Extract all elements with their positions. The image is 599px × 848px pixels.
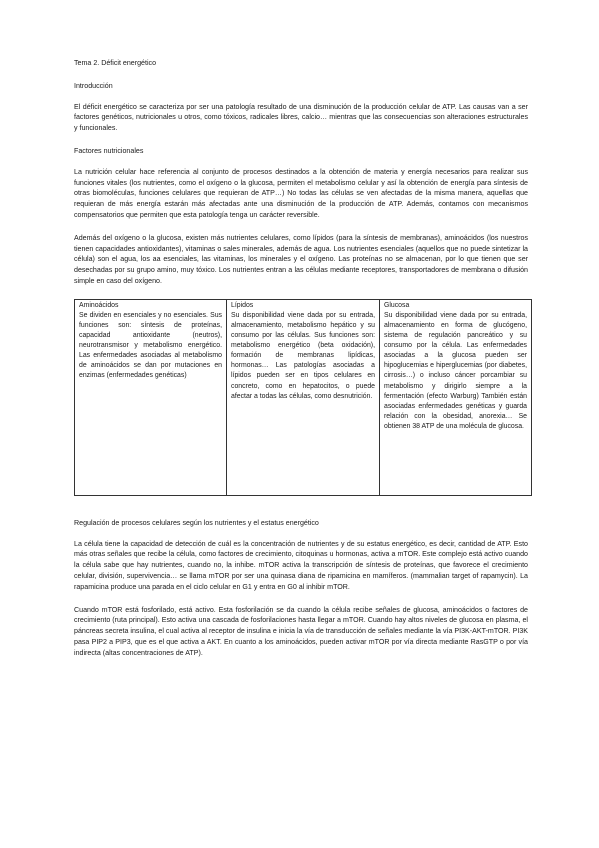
section-heading-factores: Factores nutricionales bbox=[74, 146, 144, 155]
cell-title: Glucosa bbox=[384, 301, 410, 309]
document-title: Tema 2. Déficit energético bbox=[74, 59, 157, 67]
document-page bbox=[74, 58, 528, 671]
section-heading-regulacion: Regulación de procesos celulares según los nutrientes y el estatus energético bbox=[74, 518, 319, 527]
cell-text: Su disponibilidad viene dada por su entrada, almacenamiento en forma de glucógeno, sistema de regulación pancreático y su consumo por la célula. Las enfermedades asociadas a la glucosa pueden ser hipoglucemias e hiperglucemias (por diabetes, cirrosis…) o incluso cáncer porcambiar su metabolismo y dirigirlo siempre a la fermentación (efecto Warburg) También están asociadas enfermedades genéticas y guarda relación con la obesidad, anorexia… Se obtienen 38 ATP de una molécula de glucosa. bbox=[384, 311, 527, 430]
regulation-paragraph-2: Cuando mTOR está fosforilado, está activo. Esta fosforilación se da cuando la célula recibe señales de glucosa, aminoácidos o factores de crecimiento (ruta principal). Esto activa una cascada de fosforilaciones hasta llegar a mTOR. Cuando hay altos niveles de glucosa en plasma, el páncreas secreta insulina, el cual activa al receptor de insulina e inicia la vía de transducción de señales mediante la vía PI3K-AKT-mTOR. PI3K pasa PIP2 a PIP3, que es el que activa a AKT. En cuanto a los aminoácidos, pueden activar mTOR por vía directa mediante RasGTP o por vía indirecta (altas concentraciones de ATP). bbox=[74, 605, 528, 657]
cell-title: Aminoácidos bbox=[79, 301, 119, 309]
cell-text: Su disponibilidad viene dada por su entrada, almacenamiento, metabolismo hepático y su consumo por las células. Sus funciones son: metabolismo energético (beta oxidación), formación de membranas lipídicas, hormonas… Las patologías asociadas a lípidos pueden ser en tipos celulares en concreto, como en hepatocitos, o puede afectar a todas las células, como desnutrición. bbox=[231, 311, 375, 400]
factors-paragraph-2: Además del oxígeno o la glucosa, existen más nutrientes celulares, como lípidos (para la síntesis de membranas), aminoácidos (los nuestros tienen capacidades antioxidantes), vitaminas o sales minerales, además de agua. Los nutrientes esenciales (aquellos que no puede sintetizar la célula) son el agua, los aa esenciales, las vitaminas, los minerales y el oxígeno. Las proteínas no se almacenan, por lo que tienen que ser desechadas por su grupo amino, muy tóxico. Los nutrientes entran a las células mediante receptores, transportadores de membrana o difusión simple en caso del oxígeno. bbox=[74, 233, 528, 285]
table-row bbox=[75, 299, 532, 495]
regulation-paragraph-1: La célula tiene la capacidad de detección de cuál es la concentración de nutrientes y de su estatus energético, es decir, cantidad de ATP. Esto más otras señales que recibe la célula, como factores de crecimiento, citoquinas u hormonas, activa a mTOR. Este complejo está activo cuando la célula sabe que hay nutrientes, cuando no, la inhibe. mTOR activa la transcripción de síntesis de proteínas, que favorece el crecimiento celular, división, supervivencia… se llama mTOR por ser una quinasa diana de ripamicina en mamíferos. (mammalian target of rapamycin). La rapamicina produce una parada en el ciclo celular en G1 y entra en G0 al inhibir mTOR. bbox=[74, 539, 528, 591]
table-cell-glucosa bbox=[380, 299, 532, 495]
nutrients-table bbox=[74, 299, 532, 496]
section-heading-introduccion: Introducción bbox=[74, 81, 113, 90]
cell-text: Se dividen en esenciales y no esenciales. Sus funciones son: síntesis de proteínas, capacidad antioxidante (neutros), neurotransmisor y metabolismo energético. Las enfermedades asociadas al metabolismo de aminoácidos se dan por mutaciones en enzimas (enfermedades genéticas) bbox=[79, 311, 222, 380]
intro-paragraph: El déficit energético se caracteriza por ser una patología resultado de una disminución de la producción celular de ATP. Las causas van a ser factores genéticos, nutricionales u otros, como tóxicos, radicales libres, calcio… mientras que las consecuencias son alteraciones estructurales y funcionales. bbox=[74, 102, 528, 133]
factors-paragraph-1: La nutrición celular hace referencia al conjunto de procesos destinados a la obtención de materia y energía necesarios para realizar sus funciones vitales (los nutrientes, como el oxígeno o la glucosa, permiten el metabolismo celular y así la obtención de energía para síntesis de otras biomoléculas, funciones celulares que requieran de ATP…) No todas las células se ven afectadas de la misma manera, aquellas que requieran de más energía estarán más afectadas ante una disminución de la producción de ATP. Además, contamos con mecanismos compensatorios que permiten que esta patología tenga un carácter reversible. bbox=[74, 167, 528, 219]
table-cell-lipidos bbox=[227, 299, 380, 495]
table-cell-aminoacidos bbox=[75, 299, 227, 495]
cell-title: Lípidos bbox=[231, 301, 254, 309]
